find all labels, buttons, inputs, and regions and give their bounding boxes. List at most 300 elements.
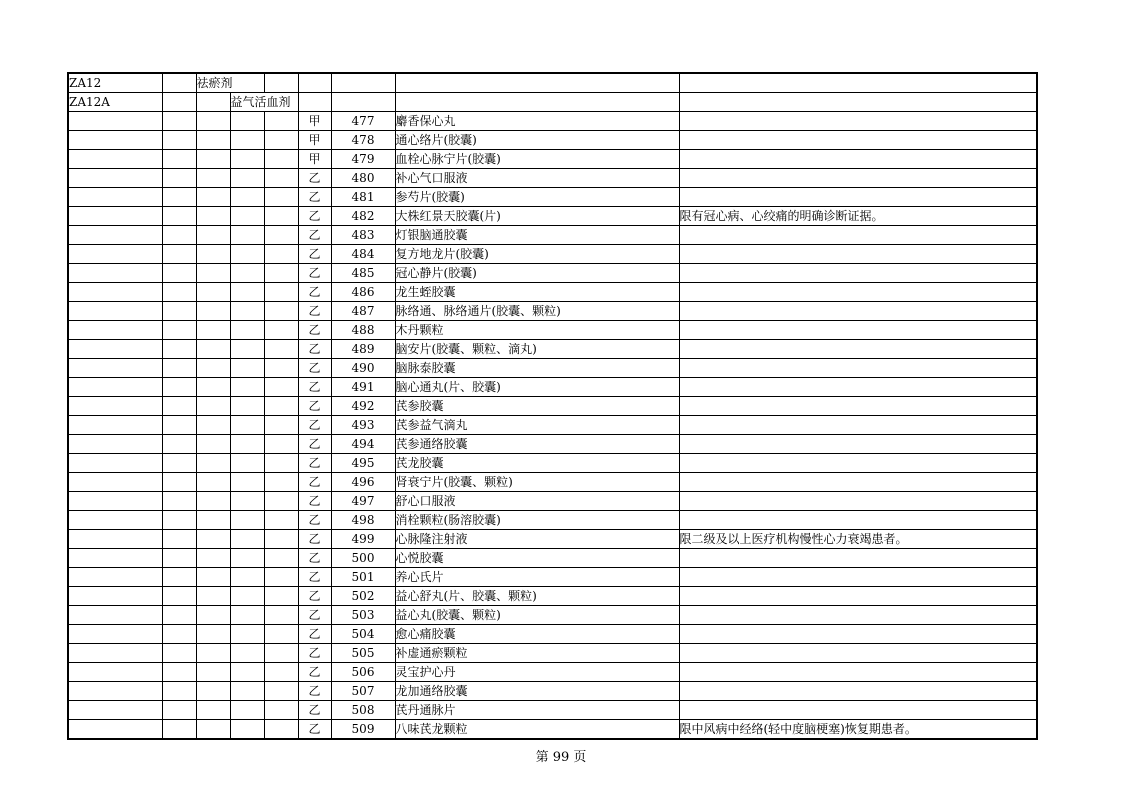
empty-cell [162, 473, 196, 492]
drug-number: 492 [331, 397, 395, 416]
empty-cell [230, 245, 264, 264]
drug-note: 限中风病中经络(轻中度脑梗塞)恢复期患者。 [679, 720, 1037, 740]
empty-cell [264, 264, 298, 283]
empty-cell [68, 169, 162, 188]
empty-cell [162, 511, 196, 530]
empty-cell [68, 492, 162, 511]
empty-cell [230, 454, 264, 473]
drug-name: 心悦胶囊 [395, 549, 679, 568]
empty-cell [230, 530, 264, 549]
empty-cell [331, 93, 395, 112]
drug-class: 乙 [298, 492, 331, 511]
empty-cell [196, 606, 230, 625]
drug-row [68, 720, 1037, 740]
empty-cell [162, 93, 196, 112]
empty-cell [162, 568, 196, 587]
empty-cell [196, 283, 230, 302]
empty-cell [162, 226, 196, 245]
drug-row [68, 131, 1037, 150]
drug-note [679, 283, 1037, 302]
empty-cell [68, 207, 162, 226]
empty-cell [162, 321, 196, 340]
drug-class: 乙 [298, 321, 331, 340]
empty-cell [68, 150, 162, 169]
empty-cell [230, 625, 264, 644]
empty-cell [196, 397, 230, 416]
drug-note [679, 454, 1037, 473]
drug-note [679, 264, 1037, 283]
empty-cell [162, 549, 196, 568]
drug-number: 486 [331, 283, 395, 302]
drug-class: 乙 [298, 340, 331, 359]
drug-name: 血栓心脉宁片(胶囊) [395, 150, 679, 169]
empty-cell [68, 606, 162, 625]
empty-cell [196, 378, 230, 397]
drug-number: 482 [331, 207, 395, 226]
empty-cell [264, 150, 298, 169]
drug-number: 483 [331, 226, 395, 245]
empty-cell [162, 340, 196, 359]
empty-cell [68, 397, 162, 416]
drug-name: 木丹颗粒 [395, 321, 679, 340]
drug-row [68, 378, 1037, 397]
drug-note [679, 302, 1037, 321]
empty-cell [264, 207, 298, 226]
drug-row [68, 568, 1037, 587]
drug-row [68, 644, 1037, 663]
empty-cell [196, 188, 230, 207]
empty-cell [196, 359, 230, 378]
drug-note [679, 112, 1037, 131]
drug-row [68, 663, 1037, 682]
empty-cell [230, 587, 264, 606]
empty-cell [162, 283, 196, 302]
drug-row [68, 245, 1037, 264]
drug-note [679, 473, 1037, 492]
drug-class: 乙 [298, 587, 331, 606]
empty-cell [264, 530, 298, 549]
drug-name: 脑心通丸(片、胶囊) [395, 378, 679, 397]
empty-cell [230, 359, 264, 378]
empty-cell [230, 397, 264, 416]
drug-row [68, 359, 1037, 378]
empty-cell [264, 302, 298, 321]
drug-note [679, 397, 1037, 416]
drug-number: 490 [331, 359, 395, 378]
empty-cell [264, 188, 298, 207]
drug-note [679, 701, 1037, 720]
empty-cell [264, 378, 298, 397]
empty-cell [331, 73, 395, 93]
empty-cell [162, 245, 196, 264]
empty-cell [230, 720, 264, 740]
category-name: 祛瘀剂 [196, 73, 264, 93]
drug-name: 脉络通、脉络通片(胶囊、颗粒) [395, 302, 679, 321]
empty-cell [68, 302, 162, 321]
empty-cell [196, 226, 230, 245]
drug-name: 肾衰宁片(胶囊、颗粒) [395, 473, 679, 492]
empty-cell [196, 549, 230, 568]
empty-cell [230, 511, 264, 530]
empty-cell [162, 435, 196, 454]
empty-cell [162, 188, 196, 207]
drug-note [679, 378, 1037, 397]
drug-class: 乙 [298, 454, 331, 473]
empty-cell [196, 169, 230, 188]
empty-cell [68, 226, 162, 245]
drug-note [679, 226, 1037, 245]
empty-cell [162, 150, 196, 169]
drug-number: 487 [331, 302, 395, 321]
drug-class: 乙 [298, 435, 331, 454]
empty-cell [264, 435, 298, 454]
drug-note [679, 549, 1037, 568]
drug-number: 507 [331, 682, 395, 701]
empty-cell [264, 549, 298, 568]
empty-cell [264, 359, 298, 378]
empty-cell [395, 73, 679, 93]
drug-name: 大株红景天胶囊(片) [395, 207, 679, 226]
empty-cell [264, 492, 298, 511]
empty-cell [395, 93, 679, 112]
empty-cell [162, 302, 196, 321]
drug-row [68, 511, 1037, 530]
empty-cell [196, 93, 230, 112]
empty-cell [68, 473, 162, 492]
empty-cell [230, 283, 264, 302]
drug-name: 芪龙胶囊 [395, 454, 679, 473]
drug-name: 脑脉泰胶囊 [395, 359, 679, 378]
drug-name: 灵宝护心丹 [395, 663, 679, 682]
drug-number: 495 [331, 454, 395, 473]
empty-cell [162, 73, 196, 93]
drug-number: 500 [331, 549, 395, 568]
drug-name: 麝香保心丸 [395, 112, 679, 131]
empty-cell [68, 188, 162, 207]
drug-number: 493 [331, 416, 395, 435]
drug-row [68, 701, 1037, 720]
drug-class: 乙 [298, 302, 331, 321]
drug-class: 甲 [298, 150, 331, 169]
drug-row [68, 397, 1037, 416]
empty-cell [230, 606, 264, 625]
empty-cell [196, 720, 230, 740]
empty-cell [162, 492, 196, 511]
drug-name: 芪参胶囊 [395, 397, 679, 416]
drug-name: 愈心痛胶囊 [395, 625, 679, 644]
drug-class: 乙 [298, 188, 331, 207]
drug-row [68, 321, 1037, 340]
drug-row [68, 530, 1037, 549]
empty-cell [230, 302, 264, 321]
empty-cell [230, 549, 264, 568]
empty-cell [68, 701, 162, 720]
empty-cell [679, 93, 1037, 112]
drug-name: 复方地龙片(胶囊) [395, 245, 679, 264]
empty-cell [264, 73, 298, 93]
empty-cell [196, 112, 230, 131]
drug-note [679, 606, 1037, 625]
drug-class: 乙 [298, 644, 331, 663]
drug-class: 乙 [298, 169, 331, 188]
empty-cell [162, 644, 196, 663]
empty-cell [230, 492, 264, 511]
empty-cell [230, 150, 264, 169]
subcategory-name: 益气活血剂 [230, 93, 298, 112]
drug-class: 乙 [298, 359, 331, 378]
empty-cell [162, 720, 196, 740]
drug-name: 心脉隆注射液 [395, 530, 679, 549]
drug-name: 芪丹通脉片 [395, 701, 679, 720]
drug-number: 499 [331, 530, 395, 549]
drug-number: 505 [331, 644, 395, 663]
drug-catalog-table [67, 72, 1038, 740]
empty-cell [162, 359, 196, 378]
page-number: 第 99 页 [535, 750, 587, 765]
drug-note [679, 511, 1037, 530]
drug-note [679, 131, 1037, 150]
drug-number: 489 [331, 340, 395, 359]
empty-cell [68, 416, 162, 435]
drug-note [679, 359, 1037, 378]
drug-class: 乙 [298, 416, 331, 435]
empty-cell [68, 682, 162, 701]
drug-note [679, 245, 1037, 264]
empty-cell [264, 226, 298, 245]
empty-cell [196, 492, 230, 511]
empty-cell [162, 416, 196, 435]
empty-cell [230, 112, 264, 131]
empty-cell [230, 701, 264, 720]
drug-number: 497 [331, 492, 395, 511]
empty-cell [68, 549, 162, 568]
drug-number: 491 [331, 378, 395, 397]
empty-cell [298, 73, 331, 93]
drug-note [679, 435, 1037, 454]
drug-number: 484 [331, 245, 395, 264]
drug-row [68, 492, 1037, 511]
drug-row [68, 169, 1037, 188]
empty-cell [196, 131, 230, 150]
empty-cell [230, 416, 264, 435]
empty-cell [230, 644, 264, 663]
empty-cell [264, 568, 298, 587]
drug-note [679, 416, 1037, 435]
drug-row [68, 340, 1037, 359]
empty-cell [162, 112, 196, 131]
empty-cell [230, 321, 264, 340]
empty-cell [264, 606, 298, 625]
empty-cell [196, 568, 230, 587]
empty-cell [68, 454, 162, 473]
drug-class: 乙 [298, 511, 331, 530]
empty-cell [196, 587, 230, 606]
empty-cell [264, 321, 298, 340]
empty-cell [162, 606, 196, 625]
empty-cell [162, 587, 196, 606]
empty-cell [68, 644, 162, 663]
drug-name: 脑安片(胶囊、颗粒、滴丸) [395, 340, 679, 359]
drug-note [679, 169, 1037, 188]
drug-class: 甲 [298, 131, 331, 150]
category-code: ZA12A [68, 93, 162, 112]
drug-class: 乙 [298, 568, 331, 587]
drug-note [679, 492, 1037, 511]
drug-number: 480 [331, 169, 395, 188]
drug-name: 龙加通络胶囊 [395, 682, 679, 701]
empty-cell [230, 188, 264, 207]
empty-cell [68, 435, 162, 454]
drug-class: 乙 [298, 682, 331, 701]
drug-number: 501 [331, 568, 395, 587]
empty-cell [264, 340, 298, 359]
drug-class: 乙 [298, 663, 331, 682]
empty-cell [264, 397, 298, 416]
drug-name: 八味芪龙颗粒 [395, 720, 679, 740]
drug-class: 乙 [298, 397, 331, 416]
empty-cell [264, 701, 298, 720]
drug-row [68, 587, 1037, 606]
drug-row [68, 454, 1037, 473]
drug-class: 乙 [298, 530, 331, 549]
empty-cell [264, 283, 298, 302]
drug-note: 限有冠心病、心绞痛的明确诊断证据。 [679, 207, 1037, 226]
drug-number: 502 [331, 587, 395, 606]
drug-number: 494 [331, 435, 395, 454]
drug-number: 478 [331, 131, 395, 150]
empty-cell [162, 169, 196, 188]
drug-class: 甲 [298, 112, 331, 131]
drug-class: 乙 [298, 606, 331, 625]
empty-cell [196, 416, 230, 435]
empty-cell [230, 131, 264, 150]
empty-cell [196, 530, 230, 549]
empty-cell [196, 454, 230, 473]
drug-class: 乙 [298, 245, 331, 264]
empty-cell [68, 245, 162, 264]
drug-name: 舒心口服液 [395, 492, 679, 511]
empty-cell [264, 112, 298, 131]
drug-name: 冠心静片(胶囊) [395, 264, 679, 283]
drug-class: 乙 [298, 378, 331, 397]
empty-cell [264, 416, 298, 435]
empty-cell [264, 682, 298, 701]
drug-name: 龙生蛭胶囊 [395, 283, 679, 302]
drug-name: 养心氏片 [395, 568, 679, 587]
drug-name: 补虚通瘀颗粒 [395, 644, 679, 663]
drug-row [68, 435, 1037, 454]
drug-number: 479 [331, 150, 395, 169]
empty-cell [264, 169, 298, 188]
drug-name: 通心络片(胶囊) [395, 131, 679, 150]
empty-cell [68, 112, 162, 131]
drug-row [68, 112, 1037, 131]
empty-cell [68, 663, 162, 682]
empty-cell [162, 131, 196, 150]
category-row [68, 73, 1037, 93]
empty-cell [196, 511, 230, 530]
drug-name: 益心丸(胶囊、颗粒) [395, 606, 679, 625]
drug-row [68, 625, 1037, 644]
drug-name: 芪参益气滴丸 [395, 416, 679, 435]
empty-cell [230, 169, 264, 188]
empty-cell [196, 207, 230, 226]
empty-cell [162, 682, 196, 701]
empty-cell [264, 644, 298, 663]
empty-cell [230, 568, 264, 587]
empty-cell [196, 625, 230, 644]
empty-cell [264, 720, 298, 740]
empty-cell [196, 473, 230, 492]
drug-number: 506 [331, 663, 395, 682]
empty-cell [264, 454, 298, 473]
empty-cell [68, 587, 162, 606]
empty-cell [68, 264, 162, 283]
empty-cell [162, 701, 196, 720]
empty-cell [68, 530, 162, 549]
drug-class: 乙 [298, 625, 331, 644]
drug-note [679, 568, 1037, 587]
empty-cell [162, 378, 196, 397]
empty-cell [264, 663, 298, 682]
drug-number: 485 [331, 264, 395, 283]
drug-note [679, 188, 1037, 207]
empty-cell [230, 663, 264, 682]
empty-cell [196, 321, 230, 340]
empty-cell [230, 435, 264, 454]
drug-row [68, 416, 1037, 435]
empty-cell [196, 644, 230, 663]
empty-cell [298, 93, 331, 112]
empty-cell [68, 283, 162, 302]
drug-number: 509 [331, 720, 395, 740]
drug-note [679, 682, 1037, 701]
drug-name: 补心气口服液 [395, 169, 679, 188]
empty-cell [68, 359, 162, 378]
empty-cell [230, 682, 264, 701]
drug-name: 芪参通络胶囊 [395, 435, 679, 454]
empty-cell [68, 321, 162, 340]
drug-class: 乙 [298, 549, 331, 568]
drug-class: 乙 [298, 283, 331, 302]
drug-row [68, 283, 1037, 302]
drug-number: 508 [331, 701, 395, 720]
empty-cell [162, 264, 196, 283]
empty-cell [679, 73, 1037, 93]
drug-note [679, 340, 1037, 359]
drug-row [68, 549, 1037, 568]
empty-cell [68, 340, 162, 359]
empty-cell [162, 397, 196, 416]
drug-number: 503 [331, 606, 395, 625]
empty-cell [230, 378, 264, 397]
drug-note [679, 663, 1037, 682]
empty-cell [230, 473, 264, 492]
drug-class: 乙 [298, 701, 331, 720]
empty-cell [162, 530, 196, 549]
category-row [68, 93, 1037, 112]
drug-class: 乙 [298, 207, 331, 226]
empty-cell [196, 435, 230, 454]
empty-cell [162, 207, 196, 226]
empty-cell [196, 150, 230, 169]
empty-cell [68, 511, 162, 530]
drug-note [679, 644, 1037, 663]
drug-number: 488 [331, 321, 395, 340]
drug-row [68, 302, 1037, 321]
empty-cell [264, 245, 298, 264]
empty-cell [196, 264, 230, 283]
